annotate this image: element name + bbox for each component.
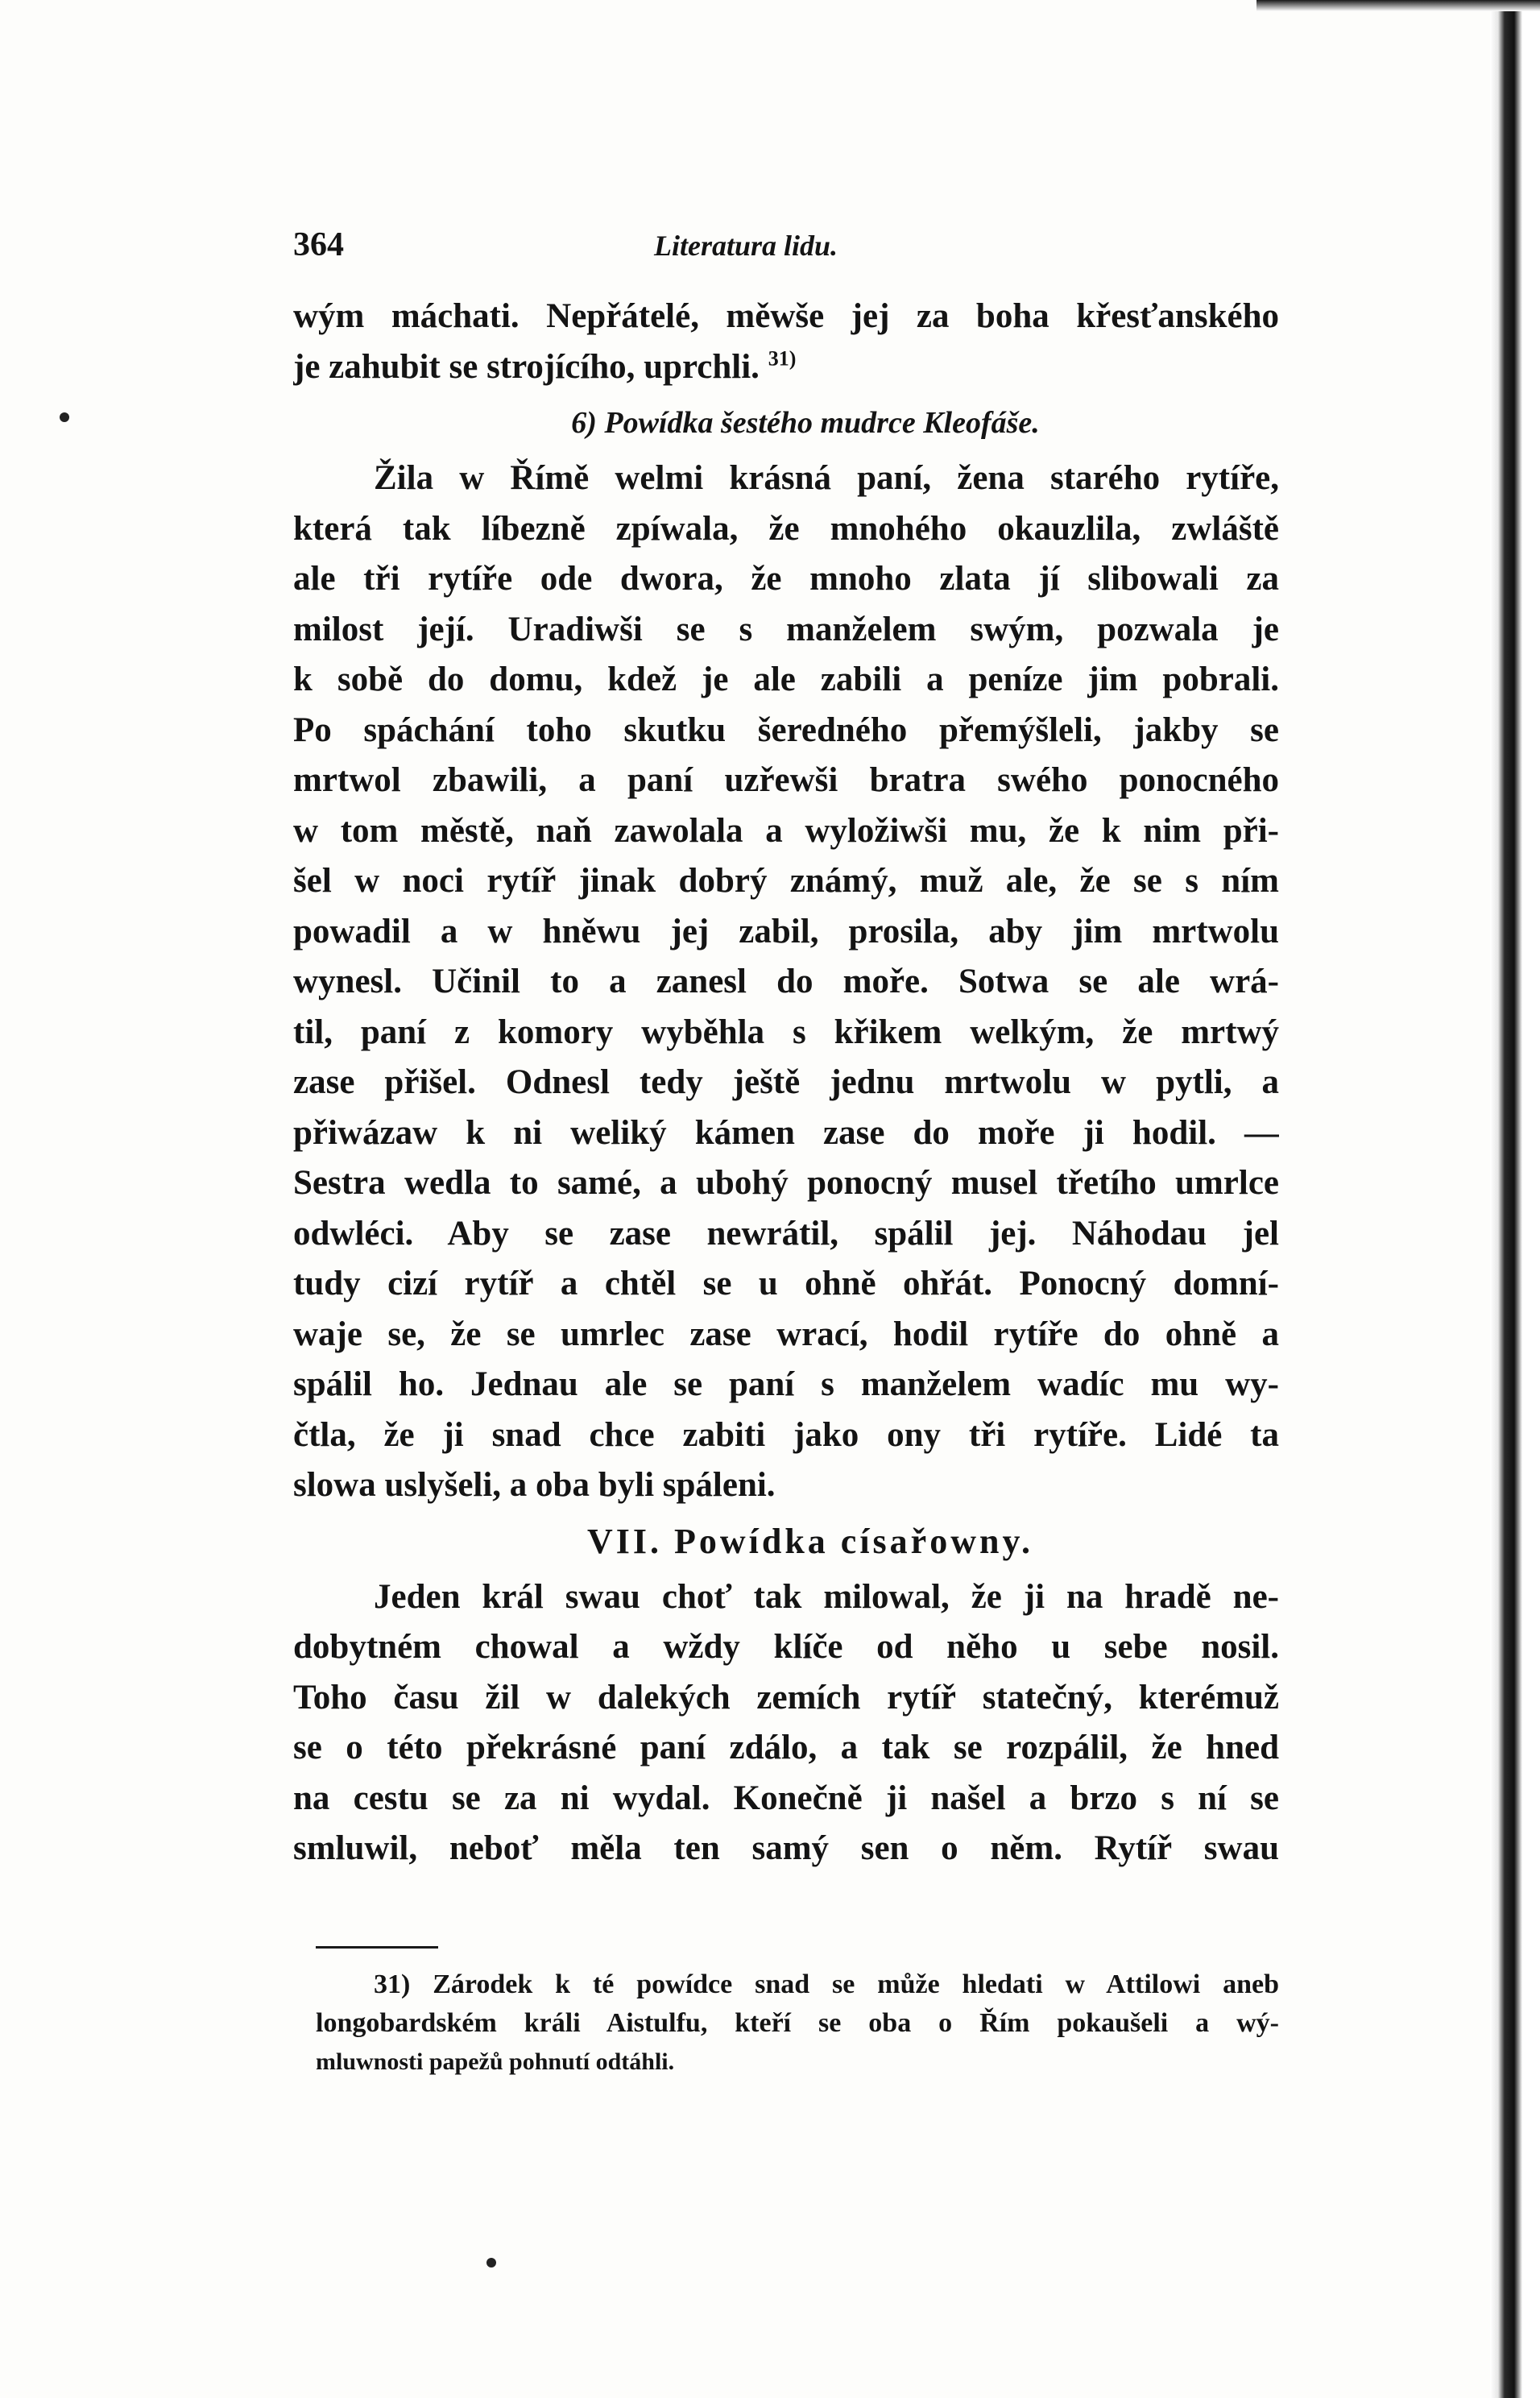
page-header — [293, 216, 1279, 272]
text-line: til, paní z komory wyběhla s křikem welkým, že mrtwý — [293, 1013, 1279, 1051]
text-line: ale tři rytíře ode dwora, že mnoho zlata jí slibowali za — [293, 560, 1279, 598]
footnote-line: mluwnosti papežů pohnutí odtáhli. — [316, 2048, 675, 2075]
footnote-line: 31) Zárodek k té powídce snad se může hledati w Attilowi aneb — [374, 1969, 1279, 1999]
text-line: smluwil, neboť měla ten samý sen o něm. Rytíř swau — [293, 1829, 1279, 1867]
footnote-reference: 31) — [768, 346, 797, 371]
scan-edge-right — [1490, 0, 1540, 2398]
text-line: dobytném chowal a wždy klíče od něho u sebe nosil. — [293, 1628, 1279, 1666]
section-title: VII. Powídka císařowny. — [586, 1521, 1034, 1561]
footnote-line: longobardském králi Aistulfu, kteří se oba o Řím pokaušeli a wý- — [316, 2008, 1279, 2038]
text-line: k sobě do domu, kdež je ale zabili a peníze jim pobrali. — [293, 661, 1279, 698]
footnote-divider — [316, 1946, 438, 1949]
text-line: wým máchati. Nepřátelé, měwše jej za boha křesťanského — [293, 297, 1279, 335]
text-line-content: je zahubit se strojícího, uprchli. — [293, 347, 760, 386]
text-line: na cestu se za ni wydal. Konečně ji našel a brzo s ní se — [293, 1779, 1279, 1817]
text-line: šel w noci rytíř jinak dobrý známý, muž ale, že se s ním — [293, 862, 1279, 900]
text-line: přiwázaw k ni weliký kámen zase do moře ji hodil. — — [293, 1113, 1279, 1152]
scan-edge-top — [1256, 0, 1540, 11]
main-text — [293, 292, 1279, 1874]
text-line: powadil a w hněwu jej zabil, prosila, aby jim mrtwolu — [293, 912, 1279, 951]
text-line: spálil ho. Jednau ale se paní s manželem wadíc mu wy- — [293, 1365, 1279, 1403]
text-line: mrtwol zbawili, a paní uzřewši bratra swého ponocného — [293, 761, 1279, 799]
page-number: 364 — [293, 226, 344, 263]
story-subheading: 6) Powídka šestého mudrce Kleofáše. — [571, 406, 1040, 440]
text-line: waje se, že se umrlec zase wrací, hodil rytíře do ohně a — [293, 1315, 1279, 1353]
text-line: se o této překrásné paní zdálo, a tak se rozpálil, že hned — [293, 1729, 1279, 1766]
text-line: milost její. Uradiwši se s manželem swým, pozwala je — [293, 610, 1279, 648]
text-line: Sestra wedla to samé, a ubohý ponocný musel třetího umrlce — [293, 1164, 1279, 1202]
text-line: Žila w Římě welmi krásná paní, žena starého rytíře, — [374, 459, 1279, 497]
text-line: odwléci. Aby se zase newrátil, spálil jej. Náhodau jel — [293, 1214, 1279, 1253]
text-line: tudy cizí rytíř a chtěl se u ohně ohřát. Ponocný domní- — [293, 1265, 1279, 1303]
text-line: wynesl. Učinil to a zanesl do moře. Sotwa se ale wrá- — [293, 963, 1279, 1000]
text-line: Toho času žil w dalekých zemích rytíř statečný, kterémuž — [293, 1678, 1279, 1717]
text-line — [293, 342, 1279, 393]
footnotes — [316, 1965, 1279, 2081]
text-line: která tak líbezně zpíwala, že mnohého okauzlila, zwláště — [293, 509, 1279, 548]
running-title: Literatura lidu. — [654, 230, 838, 262]
text-line: Jeden král swau choť tak milowal, že ji na hradě ne- — [374, 1577, 1279, 1616]
scan-speck — [486, 2258, 496, 2268]
text-line: čtla, že ji snad chce zabiti jako ony tři rytíře. Lidé ta — [293, 1415, 1279, 1454]
text-line: w tom městě, naň zawolala a wyložiwši mu, že k nim při- — [293, 811, 1279, 850]
scan-speck — [60, 412, 69, 422]
text-line: Po spáchání toho skutku šeredného přemýšleli, jakby se — [293, 710, 1279, 749]
text-line: slowa uslyšeli, a oba byli spáleni. — [293, 1466, 776, 1504]
text-line: zase přišel. Odnesl tedy ještě jednu mrtwolu w pytli, a — [293, 1063, 1279, 1101]
